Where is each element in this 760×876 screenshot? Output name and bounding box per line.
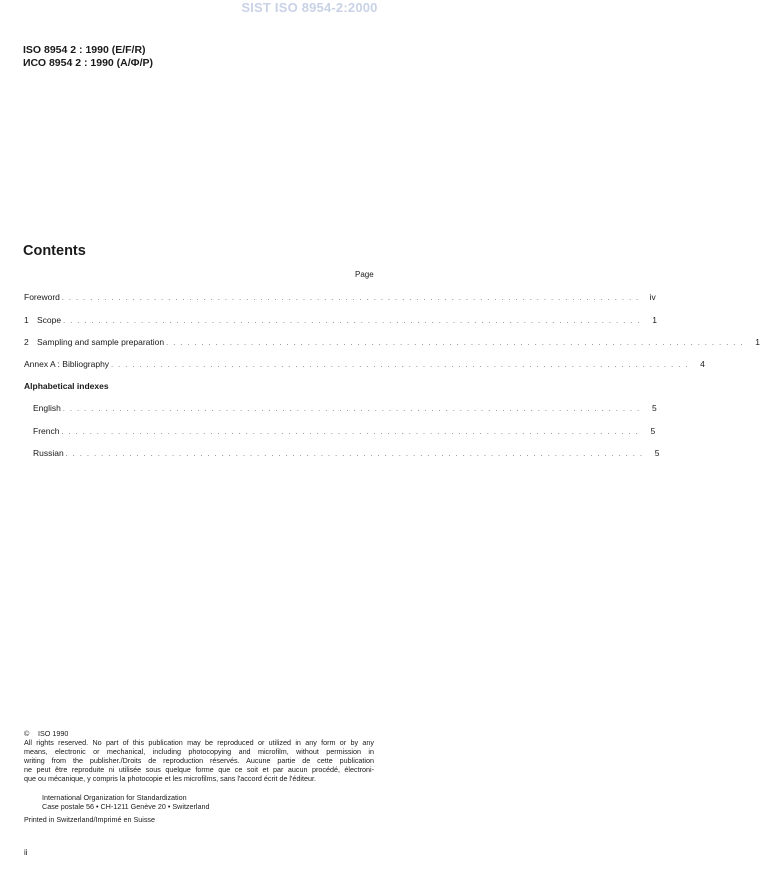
copyright-owner-year: ISO 1990 [38,729,69,738]
toc-leader-dots: . . . . . . . . . . . . . . . . . . . . . . . . . . . . . . . . . . . . . . . . . . . . . . . . . . . . . . . . . . . . . . . . . . . . . . . . . . . . . . . . . . [62,406,641,413]
copyright-text-line: All rights reserved. No part of this publication may be reproduced or utilized in any form or by any [24,738,374,747]
toc-leader-dots: . . . . . . . . . . . . . . . . . . . . . . . . . . . . . . . . . . . . . . . . . . . . . . . . . . . . . . . . . . . . . . . . . . . . . . . . . . . . . . . . . . [61,429,640,436]
toc-entry-page: 4 [700,359,705,369]
toc-leader-dots: . . . . . . . . . . . . . . . . . . . . . . . . . . . . . . . . . . . . . . . . . . . . . . . . . . . . . . . . . . . . . . . . . . . . . . . . . . . . . . . . . . [166,340,744,347]
toc-entry-text: Foreword [24,292,60,302]
copyright-block [24,729,374,783]
identifier-line-latin: ISO 8954 2 : 1990 (E/F/R) [23,44,146,56]
index-entry[interactable] [33,403,657,415]
copyright-text-line: writing from the publisher./Droits de reproduction réservés. Aucune partie de cette publication [24,756,374,765]
copyright-text-line: ne peut être reproduite ni utilisée sous quelque forme que ce soit et par aucun procédé, électroni- [24,765,374,774]
page-number: ii [24,848,28,857]
identifier-line-cyrillic: ИСО 8954 2 : 1990 (А/Ф/Р) [23,57,154,69]
publisher-postal: Case postale 56 • CH-1211 Genève 20 • Switzerland [42,802,210,811]
toc-entry-page: iv [649,292,656,302]
index-entry-text: English [33,403,61,413]
toc-entry-text: Scope [37,315,62,325]
publisher-name: International Organization for Standardization [42,793,187,802]
printed-in-note: Printed in Switzerland/Imprimé en Suisse [24,815,156,824]
toc-leader-dots: . . . . . . . . . . . . . . . . . . . . . . . . . . . . . . . . . . . . . . . . . . . . . . . . . . . . . . . . . . . . . . . . . . . . . . . . . . . . . . . . . . [61,295,640,302]
toc-entry[interactable] [24,292,656,304]
toc-entry[interactable] [24,337,760,349]
page-column-header: Page [355,270,374,279]
copyright-notice [24,729,374,738]
index-entry[interactable] [33,448,660,460]
toc-entry[interactable] [24,359,705,371]
indexes-heading: Alphabetical indexes [24,381,109,391]
toc-entry-page: 1 [652,315,657,325]
toc-leader-dots: . . . . . . . . . . . . . . . . . . . . . . . . . . . . . . . . . . . . . . . . . . . . . . . . . . . . . . . . . . . . . . . . . . . . . . . . . . . . . . . . . . [65,451,644,458]
watermark: SIST ISO 8954-2:2000 [241,0,378,15]
publisher-address [42,793,210,811]
index-entry-page: 5 [654,448,660,458]
toc-entry[interactable] [24,315,657,327]
toc-entry-page: 1 [755,337,760,347]
toc-leader-dots: . . . . . . . . . . . . . . . . . . . . . . . . . . . . . . . . . . . . . . . . . . . . . . . . . . . . . . . . . . . . . . . . . . . . . . . . . . . . . . . . . . [63,318,641,325]
toc-entry-text: Annex A : Bibliography [24,359,110,369]
toc-entry-text: Sampling and sample preparation [37,337,165,347]
index-entry-text: French [33,426,60,436]
index-entry-page: 5 [651,403,657,413]
contents-title: Contents [23,243,86,259]
copyright-symbol: © [24,729,30,738]
index-entry[interactable] [33,426,656,438]
toc-leader-dots: . . . . . . . . . . . . . . . . . . . . . . . . . . . . . . . . . . . . . . . . . . . . . . . . . . . . . . . . . . . . . . . . . . . . . . . . . . . . . . . . . . [111,362,689,369]
copyright-text-line: que ou mécanique, y compris la photocopie et les microfilms, sans l'accord écrit de l'éditeur. [24,774,316,783]
index-entry-page: 5 [650,426,656,436]
copyright-text-line: means, electronic or mechanical, including photocopying and microfilm, without permission in [24,747,374,756]
document-identifier [23,44,153,70]
toc-entry-number: 2 [24,337,29,347]
index-entry-text: Russian [33,448,64,458]
toc-entry-number: 1 [24,315,29,325]
